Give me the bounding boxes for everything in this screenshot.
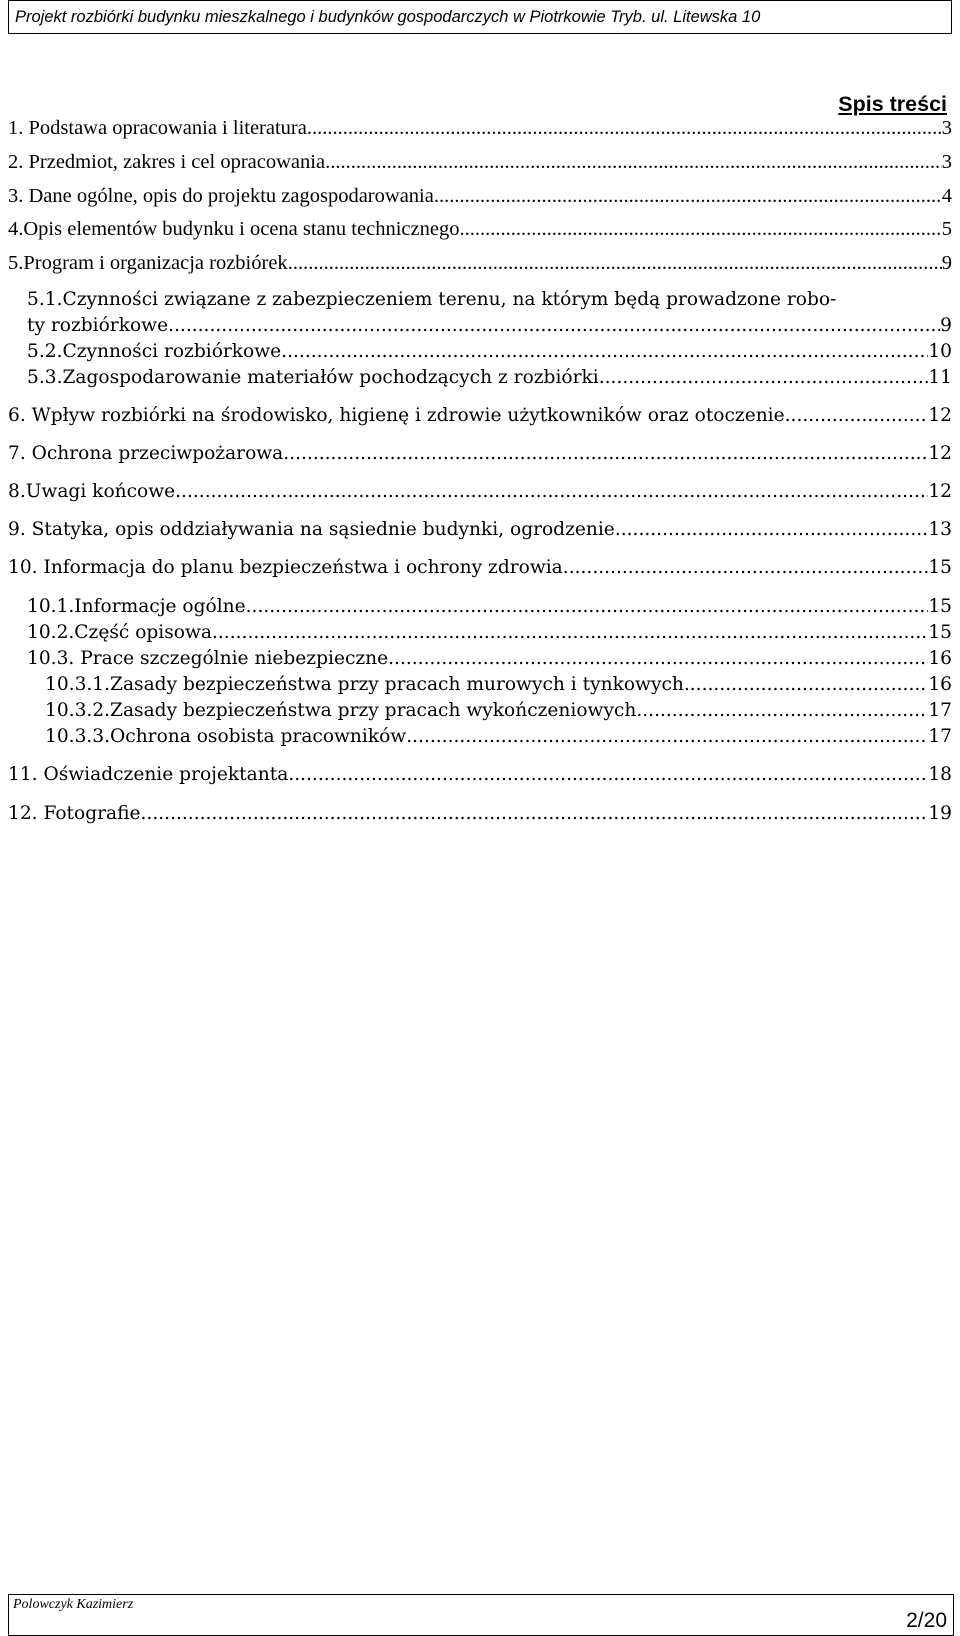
toc-page-number: 18	[928, 764, 952, 785]
toc-page-number: 12	[928, 481, 952, 502]
toc-leader-dots	[168, 313, 940, 339]
document-title: Projekt rozbiórki budynku mieszkalnego i budynków gospodarczych w Piotrkowie Tryb. ul. Litewska 10	[15, 8, 761, 26]
toc-page-number: 5	[941, 218, 952, 240]
toc-entry-10-1[interactable]	[27, 594, 952, 620]
toc-page-number: 16	[928, 674, 952, 695]
toc-leader-dots	[281, 339, 928, 365]
toc-entry-label: 10.2.Część opisowa	[27, 622, 212, 643]
toc-entry-label: 4.Opis elementów budynku i ocena stanu technicznego	[8, 218, 460, 240]
toc-leader-dots	[388, 646, 928, 672]
toc-entry-8[interactable]	[8, 479, 952, 505]
toc-entry-11[interactable]	[8, 762, 952, 788]
toc-entry-label: 10.1.Informacje ogólne	[27, 596, 246, 617]
toc-leader-dots	[459, 216, 941, 242]
toc-entry-label: 12. Fotografie	[8, 803, 141, 824]
toc-leader-dots	[785, 403, 929, 429]
toc-leader-dots	[563, 555, 929, 581]
toc-entry-9[interactable]	[8, 517, 952, 543]
toc-title: Spis treści	[838, 92, 947, 116]
toc-entry-label: 9. Statyka, opis oddziaływania na sąsiednie budynki, ogrodzenie	[8, 519, 615, 540]
toc-leader-dots	[684, 672, 928, 698]
toc-entry-label: 11. Oświadczenie projektanta	[8, 764, 289, 785]
toc-entry-2[interactable]	[8, 149, 952, 175]
toc-entry-5-1-first-line[interactable]: 5.1.Czynności związane z zabezpieczeniem terenu, na którym będą prowadzone robo-	[27, 289, 837, 310]
toc-entry-10-3-3[interactable]	[45, 724, 952, 750]
toc-entry-label: 2. Przedmiot, zakres i cel opracowania	[8, 151, 326, 173]
toc-entry-label: 7. Ochrona przeciwpożarowa	[8, 443, 284, 464]
toc-entry-label: 10.3. Prace szczególnie niebezpieczne	[27, 648, 389, 669]
toc-entry-label: 10. Informacja do planu bezpieczeństwa i ochrony zdrowia	[8, 557, 563, 578]
toc-leader-dots	[288, 762, 928, 788]
toc-leader-dots	[325, 149, 942, 175]
toc-entry-label: 5.3.Zagospodarowanie materiałów pochodzących z rozbiórki	[27, 367, 599, 388]
page-number: 2/20	[906, 1609, 947, 1632]
footer-author: Polowczyk Kazimierz	[13, 1597, 134, 1612]
toc-leader-dots	[434, 183, 942, 209]
toc-entry-label: 8.Uwagi końcowe	[8, 481, 176, 502]
toc-leader-dots	[406, 724, 928, 750]
toc-leader-dots	[307, 115, 942, 141]
page-header	[8, 0, 952, 34]
toc-page-number: 9	[941, 252, 952, 274]
toc-entry-label: 5.2.Czynności rozbiórkowe	[27, 341, 282, 362]
page-footer	[8, 1594, 954, 1636]
toc-leader-dots	[288, 250, 942, 276]
toc-entry-label: 3. Dane ogólne, opis do projektu zagospodarowania	[8, 185, 434, 207]
toc-page-number: 15	[928, 557, 952, 578]
toc-page-number: 16	[928, 648, 952, 669]
toc-entry-12[interactable]	[8, 801, 952, 827]
toc-page-number: 12	[928, 443, 952, 464]
toc-leader-dots	[599, 365, 929, 391]
toc-page-number: 4	[941, 185, 952, 207]
toc-page-number: 19	[928, 803, 952, 824]
toc-entry-10-3[interactable]	[27, 646, 952, 672]
toc-entry-label: 10.3.1.Zasady bezpieczeństwa przy pracach murowych i tynkowych	[45, 674, 684, 695]
toc-leader-dots	[212, 620, 928, 646]
toc-page-number: 15	[928, 622, 952, 643]
toc-leader-dots	[615, 517, 929, 543]
toc-page-number: 17	[928, 700, 952, 721]
toc-entry-5[interactable]	[8, 250, 952, 276]
toc-entry-7[interactable]	[8, 441, 952, 467]
toc-entry-4[interactable]	[8, 216, 952, 242]
toc-leader-dots	[246, 594, 929, 620]
toc-page-number: 9	[940, 315, 952, 336]
toc-page-number: 12	[928, 405, 952, 426]
toc-entry-10-3-2[interactable]	[45, 698, 952, 724]
toc-entry-label: 5.Program i organizacja rozbiórek	[8, 252, 288, 274]
toc-entry-5-1[interactable]	[27, 313, 952, 339]
toc-entry-10[interactable]	[8, 555, 952, 581]
toc-entry-5-2[interactable]	[27, 339, 952, 365]
toc-page-number: 3	[941, 151, 952, 173]
toc-page-number: 15	[928, 596, 952, 617]
toc-entry-label: ty rozbiórkowe	[27, 315, 169, 336]
toc-page-number: 10	[928, 341, 952, 362]
toc-entry-label: 10.3.3.Ochrona osobista pracowników	[45, 726, 407, 747]
toc-entry-6[interactable]	[8, 403, 952, 429]
toc-page-number: 13	[928, 519, 952, 540]
toc-entry-label: 1. Podstawa opracowania i literatura	[8, 117, 307, 139]
toc-page-number: 17	[928, 726, 952, 747]
toc-leader-dots	[141, 801, 929, 827]
toc-entry-label: 6. Wpływ rozbiórki na środowisko, higienę i zdrowie użytkowników oraz otoczenie	[8, 405, 785, 426]
toc-page-number: 3	[941, 117, 952, 139]
toc-entry-label: 10.3.2.Zasady bezpieczeństwa przy pracach wykończeniowych	[45, 700, 637, 721]
toc-entry-3[interactable]	[8, 183, 952, 209]
toc-entry-10-2[interactable]	[27, 620, 952, 646]
toc-entry-5-3[interactable]	[27, 365, 952, 391]
toc-leader-dots	[283, 441, 928, 467]
toc-leader-dots	[636, 698, 928, 724]
toc-leader-dots	[175, 479, 928, 505]
toc-entry-10-3-1[interactable]	[45, 672, 952, 698]
toc-entry-1[interactable]	[8, 115, 952, 141]
toc-page-number: 11	[928, 367, 952, 388]
